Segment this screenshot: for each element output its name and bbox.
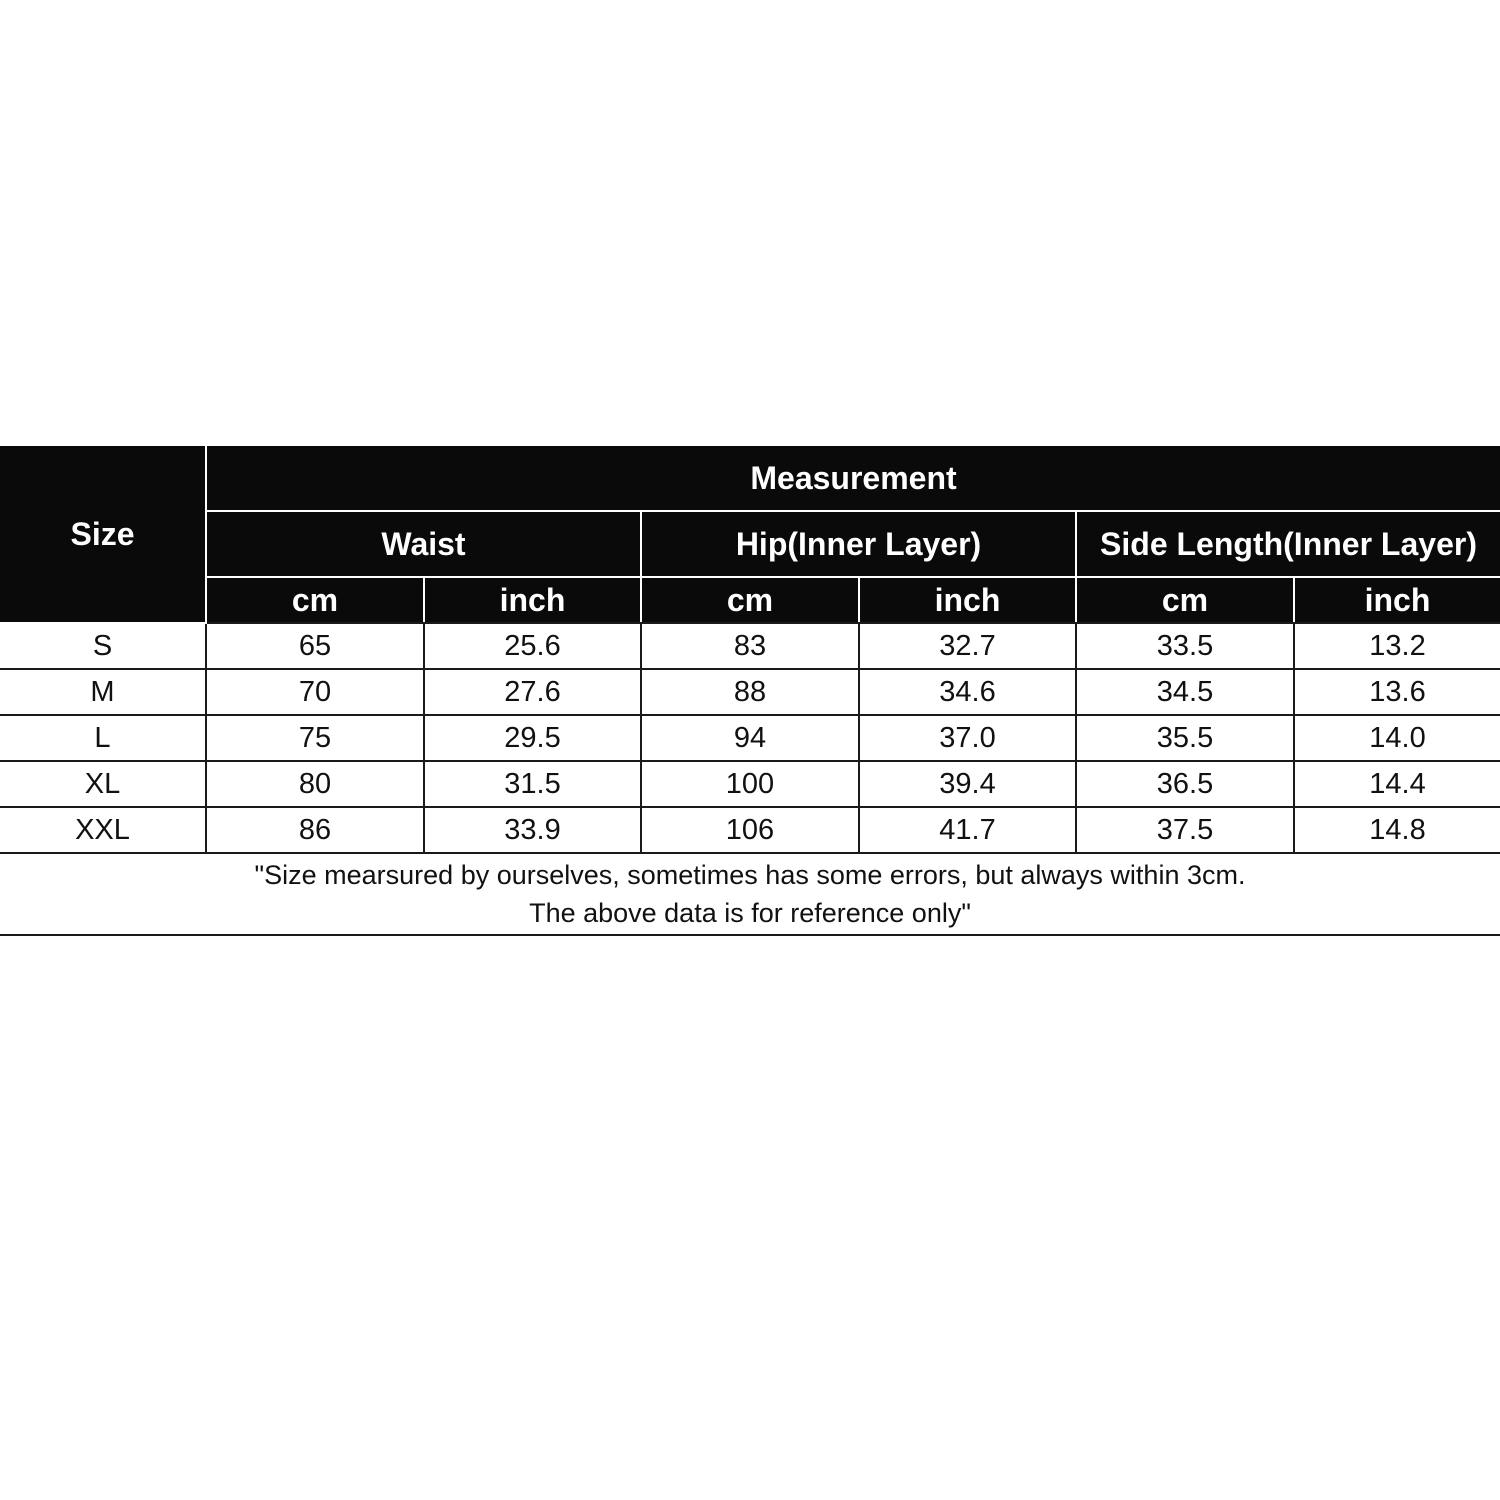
value-cell: 31.5	[424, 761, 641, 807]
table-row	[0, 623, 1500, 669]
value-cell: 32.7	[859, 623, 1076, 669]
value-cell: 88	[641, 669, 859, 715]
value-cell: 27.6	[424, 669, 641, 715]
value-cell: 34.6	[859, 669, 1076, 715]
note-line-2: The above data is for reference only"	[529, 898, 971, 928]
size-cell: M	[0, 669, 206, 715]
value-cell: 35.5	[1076, 715, 1294, 761]
unit-header: inch	[1294, 577, 1500, 623]
size-cell: L	[0, 715, 206, 761]
value-cell: 37.5	[1076, 807, 1294, 853]
side-length-group-header: Side Length(Inner Layer)	[1076, 511, 1500, 577]
note-row	[0, 853, 1500, 935]
unit-header: inch	[424, 577, 641, 623]
value-cell: 36.5	[1076, 761, 1294, 807]
value-cell: 14.0	[1294, 715, 1500, 761]
value-cell: 39.4	[859, 761, 1076, 807]
value-cell: 80	[206, 761, 424, 807]
size-cell: XL	[0, 761, 206, 807]
note-line-1: "Size mearsured by ourselves, sometimes has some errors, but always within 3cm.	[254, 860, 1246, 890]
measurement-header: Measurement	[206, 446, 1500, 511]
size-cell: S	[0, 623, 206, 669]
unit-header: cm	[1076, 577, 1294, 623]
value-cell: 33.9	[424, 807, 641, 853]
unit-header: cm	[206, 577, 424, 623]
value-cell: 13.6	[1294, 669, 1500, 715]
size-cell: XXL	[0, 807, 206, 853]
value-cell: 14.4	[1294, 761, 1500, 807]
value-cell: 94	[641, 715, 859, 761]
value-cell: 25.6	[424, 623, 641, 669]
value-cell: 34.5	[1076, 669, 1294, 715]
value-cell: 29.5	[424, 715, 641, 761]
value-cell: 86	[206, 807, 424, 853]
value-cell: 65	[206, 623, 424, 669]
size-column-header: Size	[0, 446, 206, 623]
value-cell: 75	[206, 715, 424, 761]
value-cell: 13.2	[1294, 623, 1500, 669]
table-row	[0, 807, 1500, 853]
value-cell: 83	[641, 623, 859, 669]
size-chart-table	[0, 446, 1500, 936]
value-cell: 41.7	[859, 807, 1076, 853]
value-cell: 100	[641, 761, 859, 807]
table-row	[0, 669, 1500, 715]
value-cell: 37.0	[859, 715, 1076, 761]
value-cell: 14.8	[1294, 807, 1500, 853]
hip-group-header: Hip(Inner Layer)	[641, 511, 1076, 577]
table-row	[0, 715, 1500, 761]
table-row	[0, 761, 1500, 807]
value-cell: 106	[641, 807, 859, 853]
unit-header: cm	[641, 577, 859, 623]
measurement-note	[0, 853, 1500, 935]
value-cell: 70	[206, 669, 424, 715]
waist-group-header: Waist	[206, 511, 641, 577]
value-cell: 33.5	[1076, 623, 1294, 669]
unit-header: inch	[859, 577, 1076, 623]
